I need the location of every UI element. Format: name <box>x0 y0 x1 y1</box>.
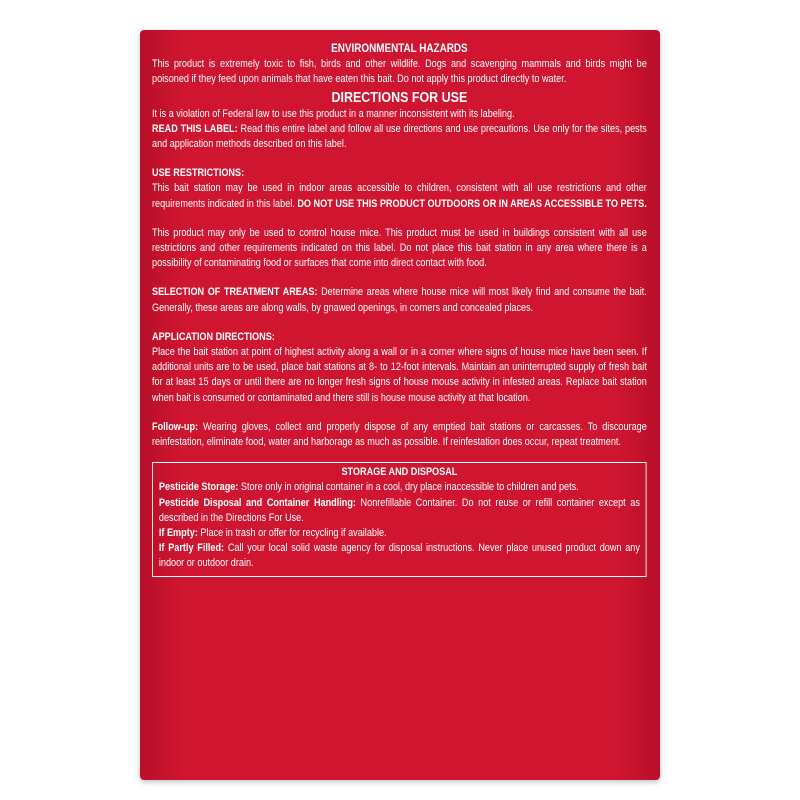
if-partly-filled-text: Call your local solid waste agency for disposal instructions. Never place unused product down any indoor or outdoor drain. <box>158 542 640 570</box>
pesticide-label-panel <box>140 30 660 780</box>
application-directions-text: Place the bait station at point of highest activity along a wall or in a corner where signs of house mice have been seen. If additional units are to be used, place bait stations at 8- to 12-foot intervals. Maintain an uninterrupted supply of fresh bait for at least 15 days or until there are no longer fresh signs of house mouse activity in infested areas. Replace bait station when bait is consumed or contaminated and there still is house mouse activity at that location. <box>152 346 647 404</box>
pesticide-disposal-text: Nonrefillable Container. Do not reuse or refill container except as described in the Directions For Use. <box>158 496 640 524</box>
use-restrictions-warning: DO NOT USE THIS PRODUCT OUTDOORS OR IN AREAS ACCESSIBLE TO PETS. <box>297 197 647 210</box>
application-directions-heading: APPLICATION DIRECTIONS: <box>152 330 275 343</box>
storage-disposal-box <box>152 462 647 576</box>
if-empty-text: Place in trash or offer for recycling if available. <box>197 527 387 540</box>
use-restrictions-paragraph <box>152 181 647 211</box>
environmental-hazards-heading: ENVIRONMENTAL HAZARDS <box>331 43 468 55</box>
storage-disposal-heading: STORAGE AND DISPOSAL <box>341 466 458 479</box>
federal-law-notice: It is a violation of Federal law to use this product in a manner inconsistent with its labeling. <box>152 107 515 120</box>
selection-text: Determine areas where house mice will most likely find and consume the bait. Generally, these areas are along walls, by gnawed openings, in corners and concealed places. <box>152 286 647 314</box>
environmental-hazards-text: This product is extremely toxic to fish, birds and other wildlife. Dogs and scavenging mammals and birds might be poisoned if they feed upon animals that have eaten this bait. Do not apply this product directly to water. <box>152 58 647 86</box>
follow-up-text: Wearing gloves, collect and properly dispose of any emptied bait stations or carcasses. To discourage reinfestation, eliminate food, water and harborage as much as possible. If reinfestation does occur, repeat treatment. <box>152 420 647 449</box>
label-content <box>152 42 647 577</box>
if-empty-lead: If Empty: <box>158 527 198 540</box>
use-restrictions-text: This bait station may be used in indoor areas accessible to children, consistent with all use restrictions and other requirements indicated in this label. <box>152 182 647 210</box>
if-partly-filled-paragraph <box>159 541 640 571</box>
pesticide-storage-paragraph <box>159 480 640 495</box>
read-label-text: Read this entire label and follow all use directions and use precautions. Use only for the sites, pests and application methods described on this label. <box>152 122 647 151</box>
read-label-lead: READ THIS LABEL: <box>152 122 238 135</box>
pesticide-storage-lead: Pesticide Storage: <box>158 481 239 494</box>
read-label-paragraph <box>152 122 647 152</box>
if-partly-filled-lead: If Partly Filled: <box>158 542 225 555</box>
selection-paragraph <box>152 285 647 315</box>
follow-up-lead: Follow-up: <box>152 420 199 433</box>
use-restrictions-heading: USE RESTRICTIONS: <box>152 167 245 180</box>
pesticide-storage-text: Store only in original container in a cool, dry place inaccessible to children and pets. <box>238 481 579 494</box>
if-empty-paragraph <box>159 526 640 541</box>
selection-lead: SELECTION OF TREATMENT AREAS: <box>152 286 318 299</box>
follow-up-paragraph <box>152 420 647 450</box>
pesticide-disposal-paragraph <box>159 496 640 526</box>
pesticide-disposal-lead: Pesticide Disposal and Container Handling: <box>158 496 356 509</box>
house-mice-paragraph: This product may only be used to control house mice. This product must be used in buildings consistent with all use restrictions and other requirements indicated on this label. Do not place this bait station in any area where there is a possibility of contaminating food or surfaces that come into direct contact with food. <box>152 226 647 270</box>
directions-for-use-heading: DIRECTIONS FOR USE <box>331 89 468 106</box>
